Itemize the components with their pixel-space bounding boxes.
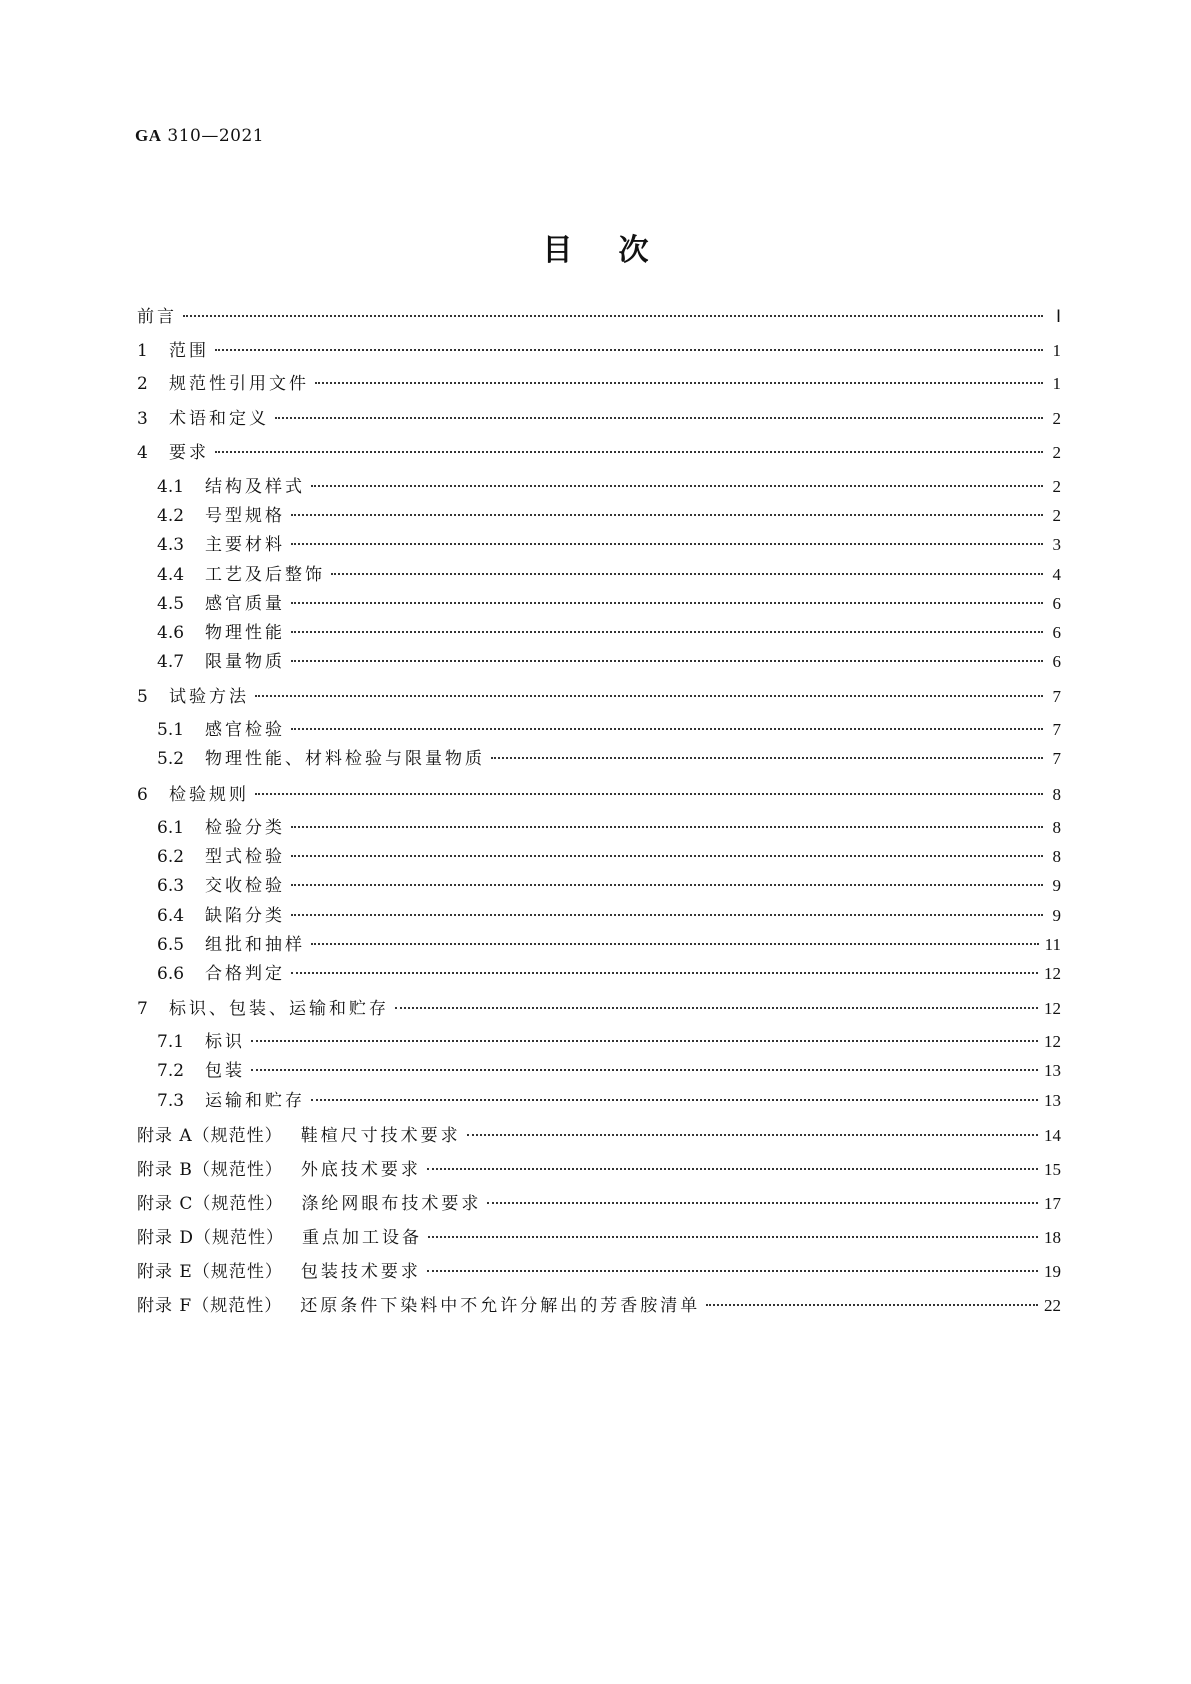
dot-leader bbox=[706, 1304, 1038, 1306]
toc-entry-number: 4 bbox=[137, 443, 148, 463]
toc-entry-page-number: 12 bbox=[1044, 964, 1061, 983]
toc-entry-number: 6.1 bbox=[157, 818, 185, 838]
toc-entry-annex-prefix: 附录 F（规范性） bbox=[137, 1296, 283, 1316]
toc-entry-number: 5 bbox=[137, 687, 148, 707]
toc-entry-label: 号型规格 bbox=[205, 506, 285, 526]
toc-entry-page-number: 2 bbox=[1052, 409, 1061, 428]
toc-entry-page-number: 15 bbox=[1044, 1160, 1061, 1179]
toc-entry[interactable] bbox=[157, 562, 1061, 588]
toc-entry-number: 6 bbox=[137, 785, 148, 805]
toc-entry-number: 6.2 bbox=[157, 847, 185, 867]
toc-entry[interactable] bbox=[137, 406, 1061, 432]
toc-entry[interactable] bbox=[137, 440, 1061, 466]
toc-entry-page-number: 6 bbox=[1052, 652, 1061, 671]
toc-entry-label: 标识 bbox=[205, 1032, 245, 1052]
toc-entry[interactable] bbox=[157, 503, 1061, 529]
toc-entry[interactable] bbox=[157, 815, 1061, 841]
toc-entry[interactable] bbox=[157, 591, 1061, 617]
toc-entry[interactable] bbox=[137, 782, 1061, 808]
toc-entry[interactable] bbox=[157, 932, 1061, 958]
dot-leader bbox=[251, 1069, 1038, 1071]
toc-entry[interactable] bbox=[157, 474, 1061, 500]
toc-entry-annex-prefix: 附录 A（规范性） bbox=[137, 1126, 283, 1146]
toc-entry-number: 4.1 bbox=[157, 477, 185, 497]
toc-entry-number: 4.6 bbox=[157, 623, 185, 643]
toc-entry-number: 4.2 bbox=[157, 506, 185, 526]
toc-entry-label: 规范性引用文件 bbox=[169, 374, 309, 394]
dot-leader bbox=[291, 660, 1043, 662]
toc-entry-number: 6.6 bbox=[157, 964, 185, 984]
toc-entry-page-number: 2 bbox=[1052, 506, 1061, 525]
toc-entry-page-number: 1 bbox=[1052, 374, 1061, 393]
toc-entry[interactable] bbox=[157, 620, 1061, 646]
toc-entry[interactable] bbox=[137, 1259, 1061, 1285]
toc-entry[interactable] bbox=[157, 1088, 1061, 1114]
dot-leader bbox=[291, 826, 1043, 828]
dot-leader bbox=[311, 485, 1043, 487]
toc-entry-page-number: 14 bbox=[1044, 1126, 1061, 1145]
toc-entry-label: 型式检验 bbox=[205, 847, 285, 867]
dot-leader bbox=[427, 1168, 1038, 1170]
toc-entry-page-number: 19 bbox=[1044, 1262, 1061, 1281]
toc-entry-page-number: 2 bbox=[1052, 443, 1061, 462]
toc-entry-number: 5.1 bbox=[157, 720, 185, 740]
dot-leader bbox=[183, 315, 1043, 317]
toc-entry-label: 物理性能、材料检验与限量物质 bbox=[205, 749, 485, 769]
dot-leader bbox=[311, 943, 1039, 945]
toc-entry-number: 6.3 bbox=[157, 876, 185, 896]
dot-leader bbox=[291, 514, 1043, 516]
toc-entry-page-number: 2 bbox=[1052, 477, 1061, 496]
toc-entry[interactable] bbox=[157, 717, 1061, 743]
toc-entry[interactable] bbox=[137, 1293, 1061, 1319]
toc-entry-label: 还原条件下染料中不允许分解出的芳香胺清单 bbox=[300, 1296, 701, 1316]
dot-leader bbox=[215, 451, 1043, 453]
toc-entry-page-number: 18 bbox=[1044, 1228, 1061, 1247]
toc-entry-label: 感官质量 bbox=[205, 594, 285, 614]
toc-entry-number: 4.3 bbox=[157, 535, 185, 555]
toc-entry-label: 包装技术要求 bbox=[300, 1262, 421, 1282]
toc-entry-label: 鞋楦尺寸技术要求 bbox=[300, 1126, 461, 1146]
toc-entry[interactable] bbox=[157, 961, 1061, 987]
toc-entry-label: 检验分类 bbox=[205, 818, 285, 838]
dot-leader bbox=[487, 1202, 1038, 1204]
toc-entry-page-number: 8 bbox=[1052, 785, 1061, 804]
toc-entry-number: 7.3 bbox=[157, 1091, 185, 1111]
toc-entry-number: 2 bbox=[137, 374, 148, 394]
toc-entry[interactable] bbox=[137, 996, 1061, 1022]
toc-entry-label: 结构及样式 bbox=[205, 477, 305, 497]
dot-leader bbox=[491, 757, 1043, 759]
toc-entry[interactable] bbox=[157, 746, 1061, 772]
toc-entry-label: 合格判定 bbox=[205, 964, 285, 984]
toc-title: 目次 bbox=[542, 233, 695, 268]
toc-entry-annex-prefix: 附录 E（规范性） bbox=[137, 1262, 283, 1282]
toc-entry-page-number: 6 bbox=[1052, 623, 1061, 642]
toc-entry-number: 3 bbox=[137, 409, 148, 429]
toc-entry[interactable] bbox=[137, 1191, 1061, 1217]
toc-entry-number: 7.1 bbox=[157, 1032, 185, 1052]
toc-entry-label: 主要材料 bbox=[205, 535, 285, 555]
toc-entry-page-number: 8 bbox=[1052, 847, 1061, 866]
toc-entry-page-number: 9 bbox=[1052, 876, 1061, 895]
toc-entry[interactable] bbox=[157, 844, 1061, 870]
toc-entry-number: 7 bbox=[137, 999, 148, 1019]
toc-entry[interactable] bbox=[137, 684, 1061, 710]
toc-entry[interactable] bbox=[137, 304, 1061, 330]
toc-entry-number: 7.2 bbox=[157, 1061, 185, 1081]
toc-entry[interactable] bbox=[157, 1058, 1061, 1084]
toc-entry-page-number: 17 bbox=[1044, 1194, 1061, 1213]
toc-entry-label: 工艺及后整饰 bbox=[205, 565, 325, 585]
toc-entry[interactable] bbox=[157, 532, 1061, 558]
dot-leader bbox=[291, 914, 1043, 916]
dot-leader bbox=[291, 728, 1043, 730]
toc-entry-label: 要求 bbox=[169, 443, 209, 463]
toc-entry-label: 感官检验 bbox=[205, 720, 285, 740]
dot-leader bbox=[428, 1236, 1038, 1238]
dot-leader bbox=[427, 1270, 1038, 1272]
dot-leader bbox=[255, 695, 1043, 697]
toc-entry-page-number: 9 bbox=[1052, 906, 1061, 925]
toc-entry-label: 术语和定义 bbox=[169, 409, 269, 429]
toc-entry-page-number: 3 bbox=[1052, 535, 1061, 554]
dot-leader bbox=[291, 855, 1043, 857]
toc-entry[interactable] bbox=[157, 903, 1061, 929]
document-code-prefix: GA bbox=[135, 126, 162, 145]
dot-leader bbox=[395, 1007, 1038, 1009]
toc-entry-page-number: 7 bbox=[1052, 687, 1061, 706]
dot-leader bbox=[291, 884, 1043, 886]
toc-entry-label: 缺陷分类 bbox=[205, 906, 285, 926]
toc-entry-page-number: 8 bbox=[1052, 818, 1061, 837]
toc-entry-label: 限量物质 bbox=[205, 652, 285, 672]
toc-entry-number: 4.7 bbox=[157, 652, 185, 672]
toc-entry-label: 前言 bbox=[137, 307, 177, 327]
toc-entry-number: 4.5 bbox=[157, 594, 185, 614]
toc-entry-annex-prefix: 附录 D（规范性） bbox=[137, 1228, 285, 1248]
toc-entry-label: 涤纶网眼布技术要求 bbox=[301, 1194, 482, 1214]
toc-entry-number: 4.4 bbox=[157, 565, 185, 585]
toc-entry-label: 交收检验 bbox=[205, 876, 285, 896]
dot-leader bbox=[255, 793, 1043, 795]
toc-entry-page-number: Ⅰ bbox=[1055, 307, 1061, 326]
toc-entry-page-number: 4 bbox=[1052, 565, 1061, 584]
dot-leader bbox=[291, 631, 1043, 633]
toc-entry-page-number: 12 bbox=[1044, 999, 1061, 1018]
toc-entry-label: 组批和抽样 bbox=[205, 935, 305, 955]
toc-entry-number: 5.2 bbox=[157, 749, 185, 769]
toc-entry-number: 1 bbox=[137, 341, 148, 361]
toc-entry-label: 试验方法 bbox=[169, 687, 249, 707]
toc-entry-page-number: 7 bbox=[1052, 720, 1061, 739]
dot-leader bbox=[291, 543, 1043, 545]
toc-entry[interactable] bbox=[157, 649, 1061, 675]
toc-entry-label: 范围 bbox=[169, 341, 209, 361]
dot-leader bbox=[251, 1040, 1038, 1042]
toc-entry-label: 运输和贮存 bbox=[205, 1091, 305, 1111]
toc-entry-page-number: 22 bbox=[1044, 1296, 1061, 1315]
toc-entry-page-number: 12 bbox=[1044, 1032, 1061, 1051]
toc-entry-label: 检验规则 bbox=[169, 785, 249, 805]
toc-entry-label: 物理性能 bbox=[205, 623, 285, 643]
toc-entry-page-number: 6 bbox=[1052, 594, 1061, 613]
toc-entry[interactable] bbox=[157, 1029, 1061, 1055]
toc-entry-page-number: 11 bbox=[1044, 935, 1061, 954]
dot-leader bbox=[215, 349, 1043, 351]
dot-leader bbox=[311, 1099, 1038, 1101]
toc-entry-page-number: 7 bbox=[1052, 749, 1061, 768]
toc-entry-page-number: 1 bbox=[1052, 341, 1061, 360]
toc-entry-label: 重点加工设备 bbox=[302, 1228, 423, 1248]
toc-entry-number: 6.4 bbox=[157, 906, 185, 926]
toc-entry[interactable] bbox=[137, 371, 1061, 397]
toc-entry[interactable] bbox=[137, 1157, 1061, 1183]
toc-entry-page-number: 13 bbox=[1044, 1091, 1061, 1110]
dot-leader bbox=[467, 1134, 1038, 1136]
toc-entry[interactable] bbox=[137, 1123, 1061, 1149]
toc-entry-label: 包装 bbox=[205, 1061, 245, 1081]
toc-entry-label: 外底技术要求 bbox=[300, 1160, 421, 1180]
dot-leader bbox=[331, 573, 1043, 575]
dot-leader bbox=[275, 417, 1043, 419]
toc-entry-annex-prefix: 附录 B（规范性） bbox=[137, 1160, 283, 1180]
toc-entry-label: 标识、包装、运输和贮存 bbox=[169, 999, 389, 1019]
dot-leader bbox=[291, 972, 1038, 974]
document-code bbox=[135, 126, 264, 146]
toc-entry[interactable] bbox=[137, 1225, 1061, 1251]
document-code-number: 310—2021 bbox=[167, 126, 265, 146]
toc-entry-number: 6.5 bbox=[157, 935, 185, 955]
toc-entry[interactable] bbox=[137, 338, 1061, 364]
toc-entry-annex-prefix: 附录 C（规范性） bbox=[137, 1194, 284, 1214]
toc-entry-page-number: 13 bbox=[1044, 1061, 1061, 1080]
dot-leader bbox=[315, 382, 1043, 384]
dot-leader bbox=[291, 602, 1043, 604]
toc-entry[interactable] bbox=[157, 873, 1061, 899]
